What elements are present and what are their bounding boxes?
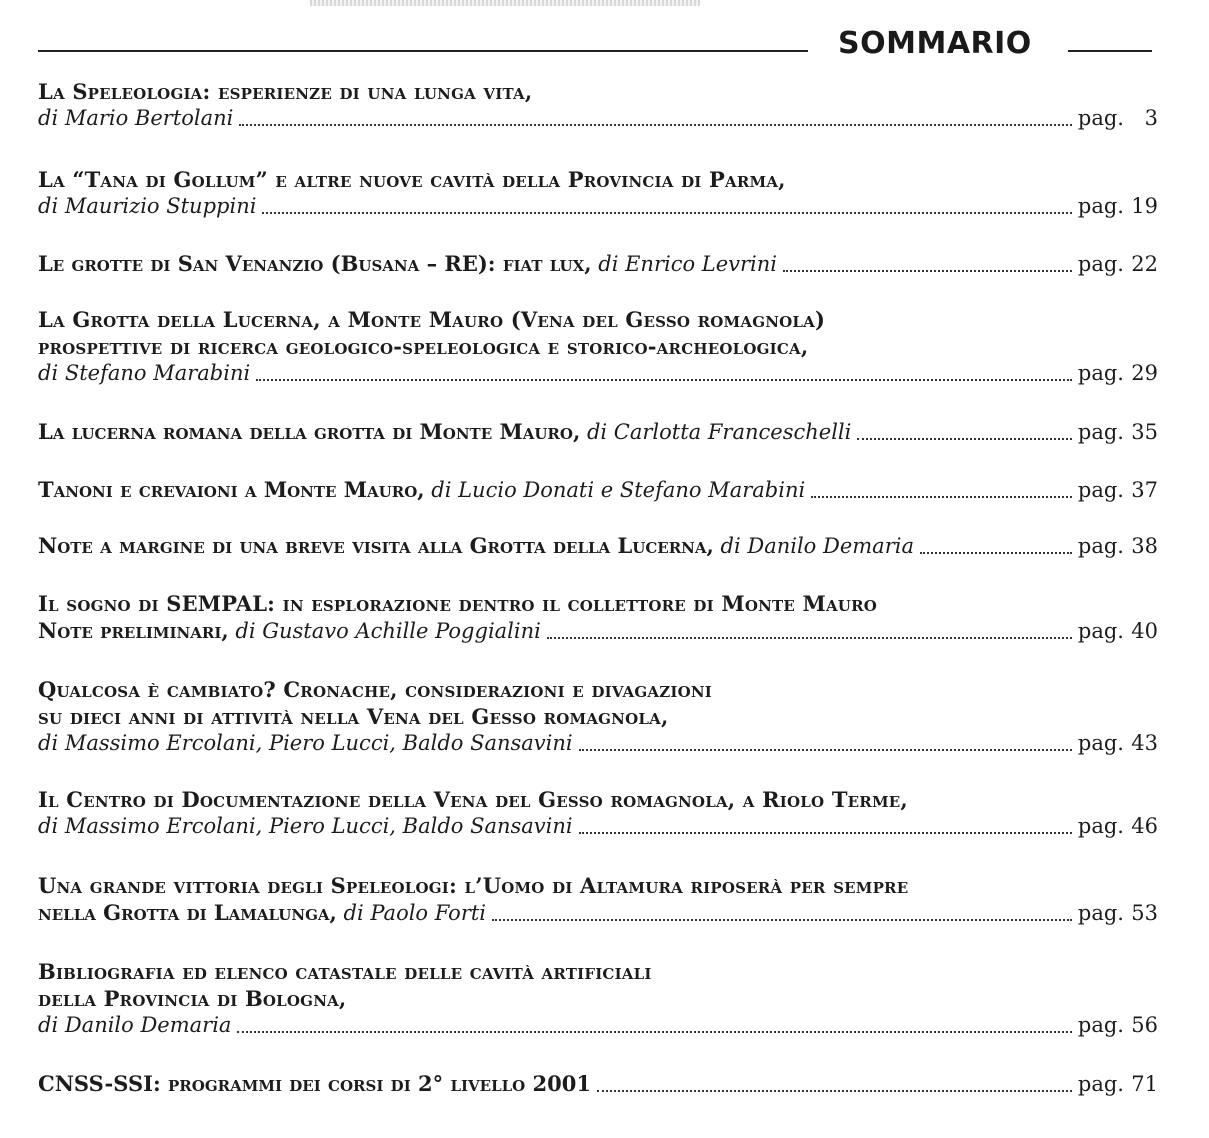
page-number: 3 bbox=[1144, 106, 1158, 130]
entry-author-line bbox=[38, 193, 1158, 220]
entry-author-line bbox=[38, 418, 1158, 446]
page-reference bbox=[1078, 900, 1158, 927]
toc-entry bbox=[38, 532, 1158, 560]
entry-author: di Gustavo Achille Poggialini bbox=[235, 619, 541, 643]
page-label: pag. bbox=[1077, 420, 1124, 444]
page-label: pag. bbox=[1077, 901, 1124, 925]
entry-author: di Maurizio Stuppini bbox=[38, 194, 257, 218]
entry-author-line bbox=[38, 360, 1158, 387]
dot-leader bbox=[547, 636, 1072, 639]
entry-author: di Massimo Ercolani, Piero Lucci, Baldo Sansavini bbox=[38, 731, 573, 755]
page-label: pag. bbox=[1077, 1072, 1124, 1096]
entry-title-inline: CNSS-SSI: programmi dei corsi di 2° livello 2001 bbox=[38, 1071, 591, 1096]
entry-author: di Danilo Demaria bbox=[720, 534, 914, 558]
page-title: SOMMARIO bbox=[838, 26, 1032, 61]
page-number: 43 bbox=[1131, 731, 1158, 755]
toc-entry bbox=[38, 958, 1158, 1039]
entry-title-line: Bibliografia ed elenco catastale delle cavità artificiali bbox=[38, 959, 652, 984]
page-reference bbox=[1078, 813, 1158, 840]
dot-leader bbox=[811, 495, 1072, 498]
entry-author: di Massimo Ercolani, Piero Lucci, Baldo Sansavini bbox=[38, 814, 573, 838]
entry-author: di Carlotta Franceschelli bbox=[586, 420, 852, 444]
dot-leader bbox=[920, 551, 1072, 554]
entry-title-inline: Le grotte di San Venanzio (Busana – RE): fiat lux, bbox=[38, 251, 592, 276]
toc-entry bbox=[38, 676, 1158, 757]
page-number: 56 bbox=[1131, 1013, 1158, 1037]
page-label: pag. bbox=[1077, 1013, 1124, 1037]
page-number: 35 bbox=[1131, 420, 1158, 444]
entry-title-line: Il sogno di SEMPAL: in esplorazione dentro il collettore di Monte Mauro bbox=[38, 591, 877, 616]
toc-entry bbox=[38, 78, 1158, 132]
page-number: 53 bbox=[1131, 901, 1158, 925]
page-label: pag. bbox=[1077, 194, 1124, 218]
page-number: 22 bbox=[1131, 252, 1158, 276]
page-reference bbox=[1078, 1012, 1158, 1039]
toc-entry bbox=[38, 1070, 1158, 1098]
entry-author-line bbox=[38, 813, 1158, 840]
page-label: pag. bbox=[1077, 106, 1124, 130]
page-number: 71 bbox=[1131, 1072, 1158, 1096]
entry-author-line bbox=[38, 532, 1158, 560]
toc-entry bbox=[38, 166, 1158, 220]
toc-entry bbox=[38, 476, 1158, 504]
page-reference bbox=[1078, 730, 1158, 757]
entry-author-line bbox=[38, 1012, 1158, 1039]
entry-title-line: Una grande vittoria degli Speleologi: l’Uomo di Altamura riposerà per sempre bbox=[38, 873, 909, 898]
page-number: 38 bbox=[1131, 534, 1158, 558]
toc-entry bbox=[38, 872, 1158, 927]
entry-title-line: prospettive di ricerca geologico-speleologica e storico-archeologica, bbox=[38, 334, 809, 359]
toc-entry bbox=[38, 250, 1158, 278]
toc-entry bbox=[38, 306, 1158, 387]
dot-leader bbox=[783, 269, 1072, 272]
page-reference bbox=[1078, 360, 1158, 387]
entry-author-line bbox=[38, 730, 1158, 757]
entry-title-inline: Note preliminari, bbox=[38, 618, 229, 643]
entry-author: di Mario Bertolani bbox=[38, 106, 234, 130]
page-label: pag. bbox=[1077, 731, 1124, 755]
dot-leader bbox=[579, 748, 1072, 751]
entry-title-line: Qualcosa è cambiato? Cronache, considerazioni e divagazioni bbox=[38, 677, 712, 702]
page-label: pag. bbox=[1077, 478, 1124, 502]
entry-author-line bbox=[38, 250, 1158, 278]
entry-author: di Danilo Demaria bbox=[38, 1013, 232, 1037]
page-reference bbox=[1078, 618, 1158, 645]
entry-author-line bbox=[38, 617, 1158, 645]
page-number: 19 bbox=[1131, 194, 1158, 218]
toc-entry bbox=[38, 418, 1158, 446]
entry-title-line: La “Tana di Gollum” e altre nuove cavità della Provincia di Parma, bbox=[38, 167, 786, 192]
toc-entry bbox=[38, 786, 1158, 840]
header-rule-right bbox=[1068, 50, 1152, 52]
page-number: 37 bbox=[1131, 478, 1158, 502]
dot-leader bbox=[239, 123, 1072, 126]
dot-leader bbox=[579, 831, 1072, 834]
entry-title-inline: nella Grotta di Lamalunga, bbox=[38, 900, 337, 925]
dot-leader bbox=[492, 918, 1072, 921]
entry-title-inline: Note a margine di una breve visita alla Grotta della Lucerna, bbox=[38, 533, 714, 558]
page-number: 29 bbox=[1131, 361, 1158, 385]
page-label: pag. bbox=[1077, 814, 1124, 838]
header-rule-left bbox=[38, 50, 808, 52]
entry-author: di Stefano Marabini bbox=[38, 361, 251, 385]
entry-author-line bbox=[38, 476, 1158, 504]
page-reference bbox=[1078, 419, 1158, 446]
entry-author: di Paolo Forti bbox=[343, 901, 487, 925]
entry-author: di Lucio Donati e Stefano Marabini bbox=[431, 478, 806, 502]
page-reference bbox=[1078, 533, 1158, 560]
entry-author-line bbox=[38, 105, 1158, 132]
page-number: 46 bbox=[1131, 814, 1158, 838]
entry-title-inline: Tanoni e crevaioni a Monte Mauro, bbox=[38, 477, 425, 502]
entry-title-line: La Grotta della Lucerna, a Monte Mauro (Vena del Gesso romagnola) bbox=[38, 307, 826, 332]
dot-leader bbox=[237, 1030, 1071, 1033]
page-reference bbox=[1078, 251, 1158, 278]
entry-author-line bbox=[38, 899, 1158, 927]
toc-entry bbox=[38, 590, 1158, 645]
dot-leader bbox=[256, 378, 1072, 381]
entry-title-line: Il Centro di Documentazione della Vena del Gesso romagnola, a Riolo Terme, bbox=[38, 787, 908, 812]
page-label: pag. bbox=[1077, 534, 1124, 558]
entry-title-line: La Speleologia: esperienze di una lunga vita, bbox=[38, 79, 533, 104]
page-label: pag. bbox=[1077, 619, 1124, 643]
page-reference bbox=[1078, 1071, 1158, 1098]
dot-leader bbox=[262, 211, 1071, 214]
entry-title-inline: La lucerna romana della grotta di Monte Mauro, bbox=[38, 419, 581, 444]
page-reference bbox=[1078, 105, 1158, 132]
page-reference bbox=[1078, 193, 1158, 220]
page-label: pag. bbox=[1077, 252, 1124, 276]
page-reference bbox=[1078, 477, 1158, 504]
page-label: pag. bbox=[1077, 361, 1124, 385]
dot-leader bbox=[597, 1089, 1072, 1092]
top-decorative-bar bbox=[310, 0, 700, 6]
section-header bbox=[38, 24, 1153, 68]
entry-title-line: su dieci anni di attività nella Vena del Gesso romagnola, bbox=[38, 704, 669, 729]
entry-title-line: della Provincia di Bologna, bbox=[38, 986, 347, 1011]
page-number: 40 bbox=[1131, 619, 1158, 643]
entry-author-line bbox=[38, 1070, 1158, 1098]
entry-author: di Enrico Levrini bbox=[598, 252, 778, 276]
dot-leader bbox=[857, 437, 1072, 440]
